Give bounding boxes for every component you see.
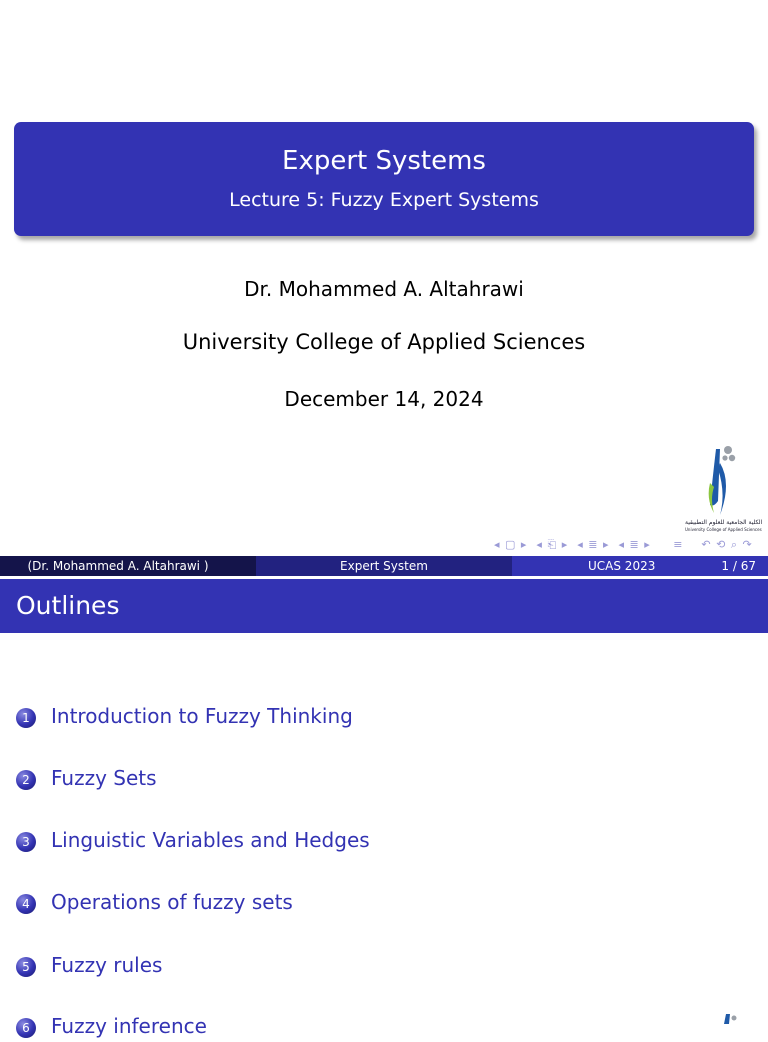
footer-title: Expert System	[256, 556, 512, 576]
slide-footer	[0, 556, 768, 576]
outline-number: 2	[16, 770, 36, 790]
footer-right	[512, 556, 768, 576]
title-block	[14, 122, 754, 236]
outline-number: 4	[16, 894, 36, 914]
ucas-logo-icon	[680, 443, 760, 519]
navigation-symbols-icon[interactable]: ◂ ▢ ▸ ◂ ⎗ ▸ ◂ ≣ ▸ ◂ ≣ ▸ ≡ ↶ ⟲ ⌕ ↷	[494, 538, 753, 551]
outline-item-label[interactable]: Operations of fuzzy sets	[51, 890, 293, 914]
outline-item-label[interactable]: Introduction to Fuzzy Thinking	[51, 704, 353, 728]
presentation-date: December 14, 2024	[284, 387, 484, 411]
institute-name: University College of Applied Sciences	[182, 330, 586, 354]
ucas-logo	[680, 443, 763, 538]
outline-number: 5	[16, 957, 36, 977]
footer-author: (Dr. Mohammed A. Altahrawi )	[0, 556, 256, 576]
outline-number: 6	[16, 1018, 36, 1038]
logo-fragment-icon	[712, 1014, 742, 1024]
footer-institute: UCAS 2023	[588, 559, 656, 573]
outline-item-label[interactable]: Fuzzy inference	[51, 1014, 207, 1038]
outline-item-label[interactable]: Linguistic Variables and Hedges	[51, 828, 370, 852]
footer-page-number: 1 / 67	[721, 559, 756, 573]
author-name: Dr. Mohammed A. Altahrawi	[244, 277, 524, 301]
outline-number: 1	[16, 708, 36, 728]
outline-item-label[interactable]: Fuzzy Sets	[51, 766, 157, 790]
frame-title: Outlines	[0, 579, 768, 633]
presentation-subtitle: Lecture 5: Fuzzy Expert Systems	[229, 189, 539, 211]
logo-english-text: University College of Applied Sciences	[685, 527, 762, 532]
presentation-title: Expert Systems	[282, 146, 486, 176]
outline-number: 3	[16, 832, 36, 852]
logo-arabic-text: الكلية الجامعية للعلوم التطبيقية	[685, 519, 763, 526]
outline-item-label[interactable]: Fuzzy rules	[51, 953, 163, 977]
